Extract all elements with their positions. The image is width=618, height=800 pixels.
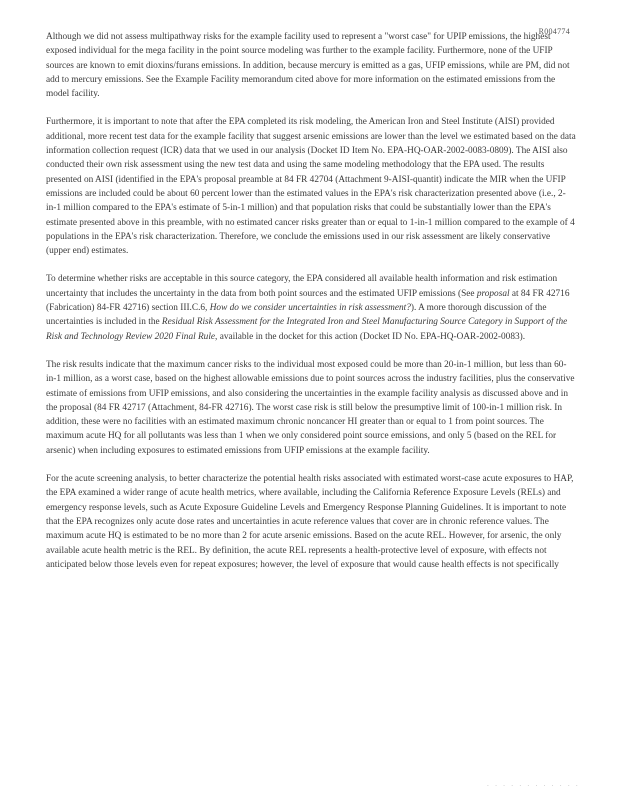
text-segment: Furthermore, it is important to note that after the EPA completed its risk modeling, the American Iron and Steel Institute (AISI) provided additional, more recent test data for the example facility that suggest arsenic emissions are lower than the level we estimated based on the data information collection request (ICR) data that we used in our analysis (Docket ID Item No. EPA-HQ-OAR-2002-0083-0809). The AISI also conducted their own risk assessment using the new test data and using the same modeling methodology that the EPA used. The results presented on AISI (identified in the EPA's proposal preamble at 84 FR 42704 (Attachment 9-AISI-quantit) indicate the MIR when the UFIP emissions are included could be about 60 percent lower than the estimated values in the EPA's risk characterization presented above (i.e., 2-in-1 million compared to the EPA's estimate of 5-in-1 million) and that population risks that could be substantially lower than the EPA's estimate presented above in this preamble, with no estimated cancer risks greater than or equal to 1-in-1 million compared to the example of 4 populations in the EPA's risk characterization. Therefore, we conclude the emissions used in our risk assessment are likely conservative (upper end) estimates. [46, 117, 576, 257]
italic-text-segment: Residual Risk Assessment for the Integrated Iron and Steel Manufacturing Source Category in Support of the Risk and Technology Review 2020 Final Rule [46, 317, 568, 342]
text-segment: at 84 FR 42716 (Fabrication) 84-FR 42716) section III.C.6, [46, 288, 570, 314]
italic-text-segment: proposal [476, 288, 510, 299]
text-segment: The risk results indicate that the maximum cancer risks to the individual most exposed could be more than 20-in-1 million, but less than 60-in-1 million, as a worst case, based on the highest allowable emissions due to point sources across the industry facilities, plus the conservative estimate of emissions from UFIP emissions, and also considering the uncertainties in the example facility analysis as discussed above and in the proposal (84 FR 42717 (Attachment, 84-FR 42716). The worst case risk is still below the presumptive limit of 100-in-1 million risk. In addition, these were no facilities with an estimated maximum chronic noncancer HI greater than or equal to 1 from point sources. The maximum acute HQ for all pollutants was less than 1 when we only considered point source emissions, and only 5 (based on the REL for arsenic) when including exposures to estimated emissions from UFIP emissions at the example facility. [46, 359, 575, 456]
text-segment: Although we did not assess multipathway risks for the example facility used to represent a "worst case" for UPIP emissions, the highest exposed individual for the mega facility in the point source modeling was further to the example facility. Furthermore, none of the UFIP sources are known to emit dioxins/furans emissions. In addition, because mercury is emitted as a gas, UFIP emissions, while are PM, did not add to mercury emissions. See the Example Facility memorandum cited above for more information on the estimated emissions from the model facility. [46, 32, 570, 100]
paragraph [46, 115, 576, 258]
text-segment: To determine whether risks are acceptable in this source category, the EPA considered all available health information and risk estimation uncertainty that includes the uncertainty in the data from both point sources and the estimated UFIP emissions (See [46, 274, 558, 299]
paragraph [46, 358, 576, 458]
text-segment: , available in the docket for this action (Docket ID No. EPA-HQ-OAR-2002-0083). [215, 331, 526, 342]
paragraph [46, 272, 576, 343]
paragraph [46, 472, 576, 572]
footer-mark: · · · · · · · · · · · · [486, 782, 580, 790]
document-body [46, 30, 576, 586]
page-id-label: R004774 [538, 27, 570, 36]
text-segment: ). A more thorough discussion of the uncertainties is included in the [46, 303, 547, 328]
paragraph [46, 30, 576, 101]
italic-text-segment: How do we consider uncertainties in risk assessment? [209, 303, 411, 314]
text-segment: For the acute screening analysis, to better characterize the potential health risks associated with estimated worst-case acute exposures to HAP, the EPA examined a wider range of acute health metrics, where available, including the California Reference Exposure Levels (RELs) and emergency response levels, such as Acute Exposure Guideline Levels and Emergency Response Planning Guidelines. It is important to note that the EPA recognizes only acute dose rates and uncertainties in acute reference values that cover are in chronic reference values. The maximum acute HQ is estimated to be no more than 2 for acute arsenic emissions. Based on the acute REL. However, for arsenic, the only available acute health metric is the REL. By definition, the acute REL represents a health-protective level of exposure, with effects not anticipated below those levels even for repeat exposures; however, the level of exposure that would cause health effects is not specifically [46, 474, 574, 570]
